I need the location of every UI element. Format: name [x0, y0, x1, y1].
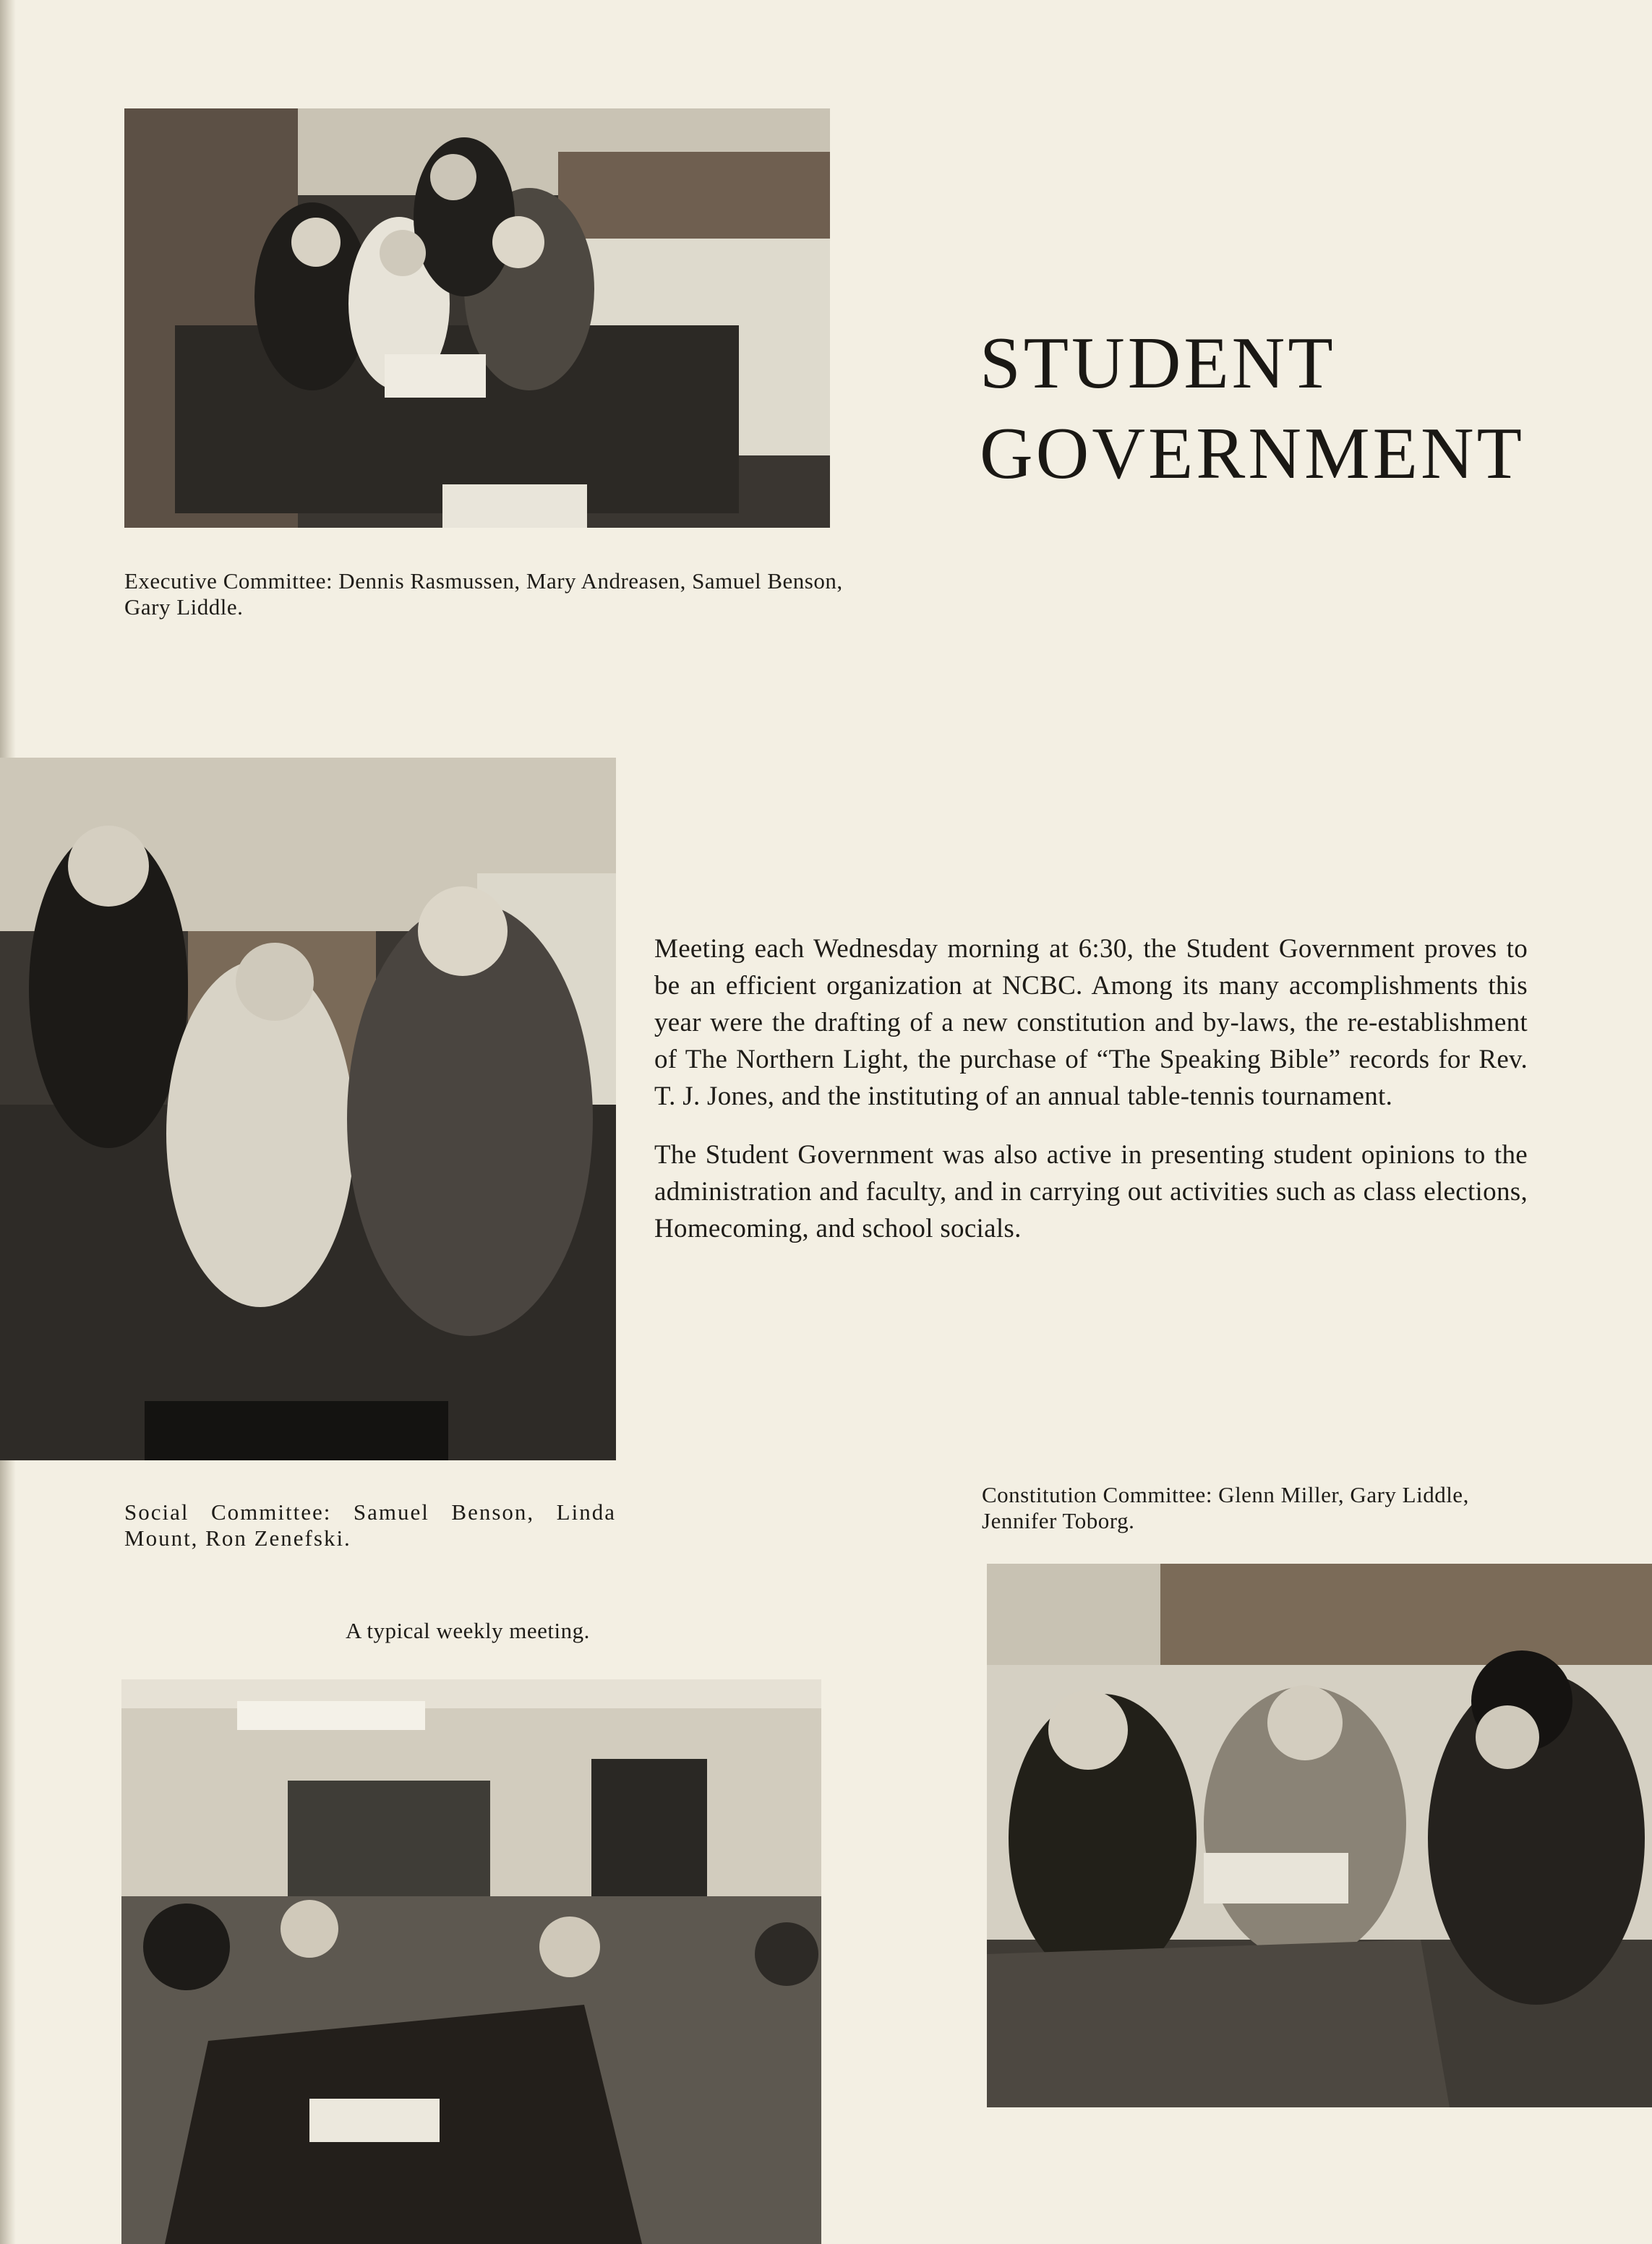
photo-executive-committee: [124, 108, 830, 528]
caption-weekly-meeting: A typical weekly meeting.: [346, 1618, 590, 1643]
caption-social-committee: Social Committee: Samuel Benson, Linda Mount, Ron Zenefski.: [124, 1499, 616, 1551]
page-title-line-2: GOVERNMENT: [980, 413, 1525, 494]
caption-executive-committee: Executive Committee: Dennis Rasmussen, Mary Andreasen, Samuel Benson, Gary Liddle.: [124, 568, 843, 620]
photo-constitution-committee: [987, 1564, 1652, 2107]
caption-constitution-committee: Constitution Committee: Glenn Miller, Gary Liddle, Jennifer Toborg.: [982, 1482, 1469, 1533]
page-title-line-1: STUDENT: [980, 322, 1336, 404]
body-paragraph-1: Meeting each Wednesday morning at 6:30, the Student Government proves to be an efficient organization at NCBC. Among its many accomplishments this year were the drafting of a new constitution and by-laws, the re-establishment of The Northern Light, the purchase of “The Speaking Bible” records for Rev. T. J. Jones, and the instituting of an annual table-tennis tournament.: [654, 934, 1528, 1111]
body-paragraph-2: The Student Government was also active in presenting student opinions to the administration and faculty, and in carrying out activities such as class elections, Homecoming, and school socials.: [654, 1140, 1528, 1243]
photo-weekly-meeting: [121, 1679, 821, 2244]
photo-social-committee: [0, 758, 616, 1460]
page-title: [980, 318, 1525, 499]
body-text: [654, 930, 1528, 1269]
